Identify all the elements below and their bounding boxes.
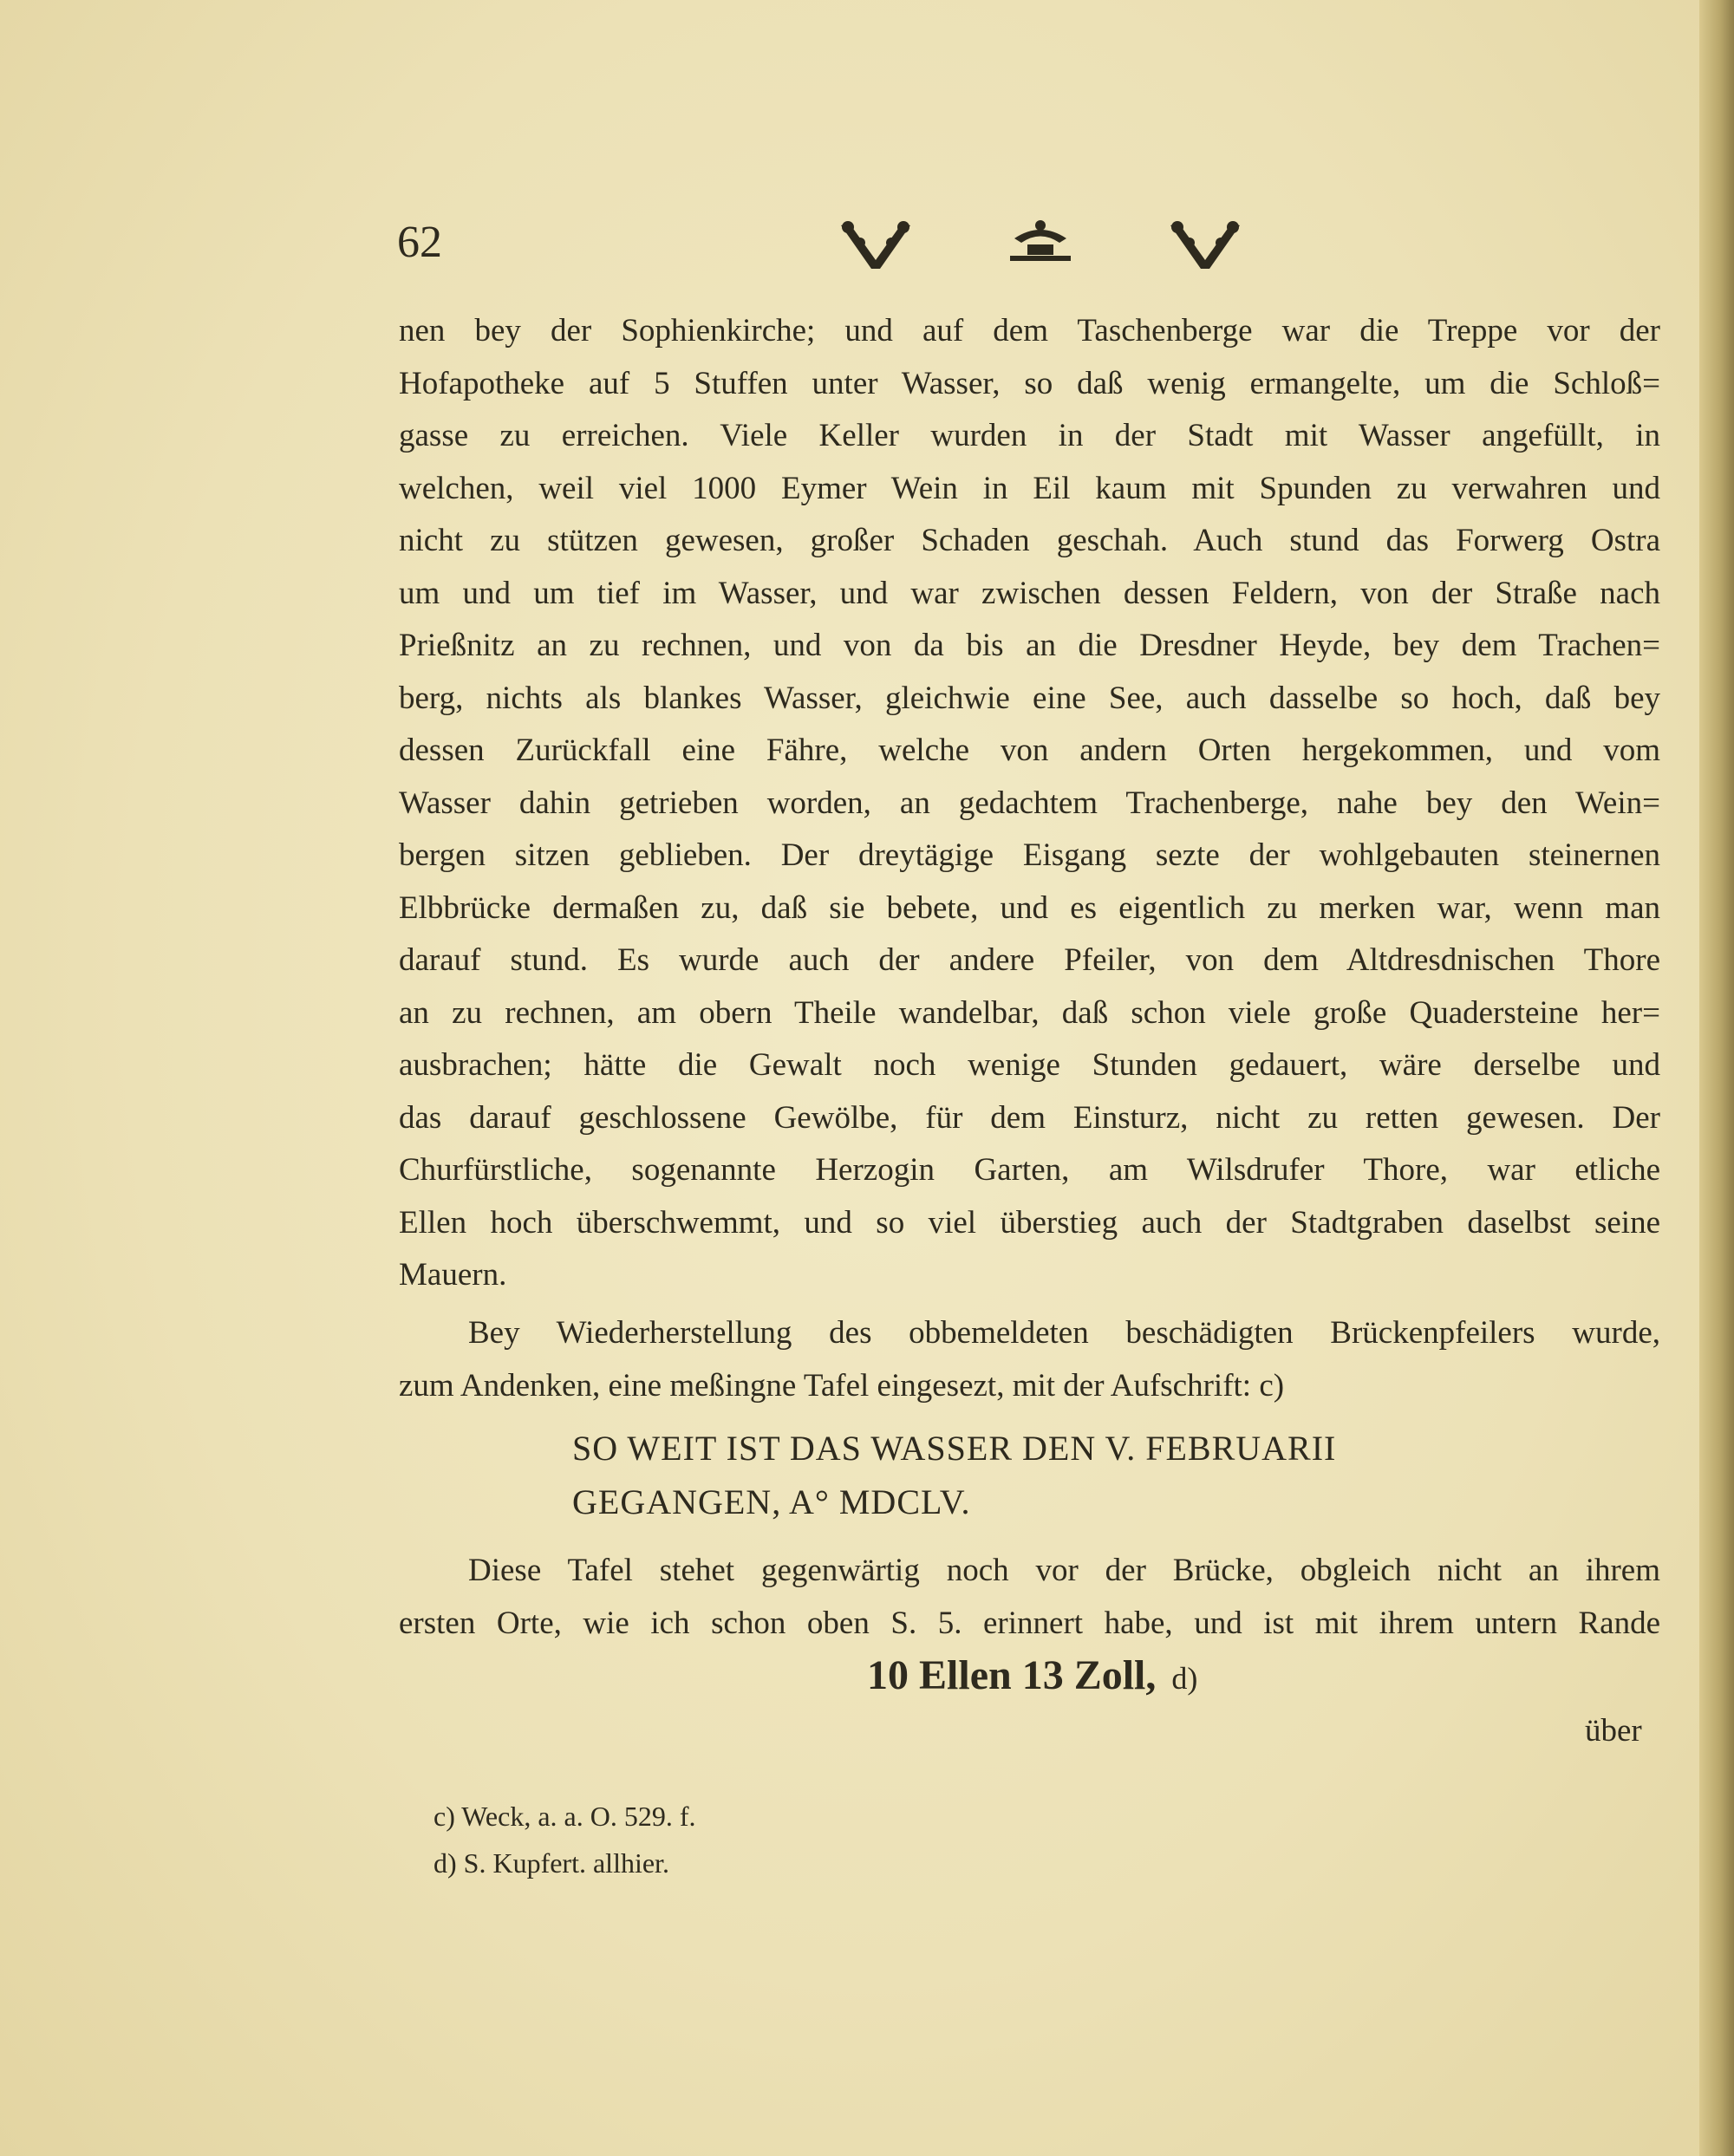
- measurement-text: 10 Ellen 13 Zoll,: [867, 1652, 1157, 1698]
- footnote-ref: d): [1171, 1661, 1198, 1696]
- text-line: Mauern.: [399, 1257, 507, 1293]
- text-line: nen bey der Sophienkirche; und auf dem Taschenberge war die Treppe vor der: [399, 313, 1660, 348]
- text-line: Prießnitz an zu rechnen, und von da bis an die Dresdner Heyde, bey dem Trachen=: [399, 628, 1660, 663]
- catchword: über: [1585, 1713, 1642, 1749]
- text-line: ausbrachen; hätte die Gewalt noch wenige Stunden gedauert, wäre derselbe und: [399, 1047, 1660, 1083]
- text-line: Wasser dahin getrieben worden, an gedachtem Trachenberge, nahe bey den Wein=: [399, 785, 1660, 821]
- page-edge: [1699, 0, 1734, 2156]
- text-line: gasse zu erreichen. Viele Keller wurden in der Stadt mit Wasser angefüllt, in: [399, 418, 1660, 453]
- inscription-line: GEGANGEN, A° MDCLV.: [572, 1482, 971, 1521]
- text-line: an zu rechnen, am obern Theile wandelbar, daß schon viele große Quadersteine her=: [399, 994, 1660, 1031]
- text-line: bergen sitzen geblieben. Der dreytägige Eisgang sezte der wohlgebauten steinernen: [399, 837, 1660, 873]
- inscription-line: SO WEIT IST DAS WASSER DEN V. FEBRUARII: [572, 1429, 1337, 1468]
- measurement: [867, 1651, 1197, 1699]
- text-line: Elbbrücke dermaßen zu, daß sie bebete, und es eigentlich zu merken war, wenn man: [399, 889, 1660, 926]
- inscription: [572, 1422, 1336, 1529]
- main-paragraph: [399, 305, 1660, 1302]
- page-number: 62: [397, 218, 442, 267]
- text-line: welchen, weil viel 1000 Eymer Wein in Eil kaum mit Spunden zu verwahren und: [399, 470, 1660, 506]
- text-line: Hofapotheke auf 5 Stuffen unter Wasser, so daß wenig ermangelte, um die Schloß=: [399, 365, 1660, 401]
- paragraph-tablet: [399, 1545, 1660, 1650]
- text-line: nicht zu stützen gewesen, großer Schaden geschah. Auch stund das Forwerg Ostra: [399, 523, 1660, 558]
- text-line: Diese Tafel stehet gegenwärtig noch vor der Brücke, obgleich nicht an ihrem: [468, 1553, 1660, 1588]
- text-line: dessen Zurückfall eine Fähre, welche von andern Orten hergekommen, und vom: [399, 733, 1660, 768]
- text-line: berg, nichts als blankes Wasser, gleichwie eine See, auch dasselbe so hoch, daß bey: [399, 680, 1660, 716]
- text-line: um und um tief im Wasser, und war zwischen dessen Feldern, von der Straße nach: [399, 575, 1660, 611]
- text-line: darauf stund. Es wurde auch der andere Pfeiler, von dem Altdresdnischen Thore: [399, 942, 1660, 978]
- text-line: Churfürstliche, sogenannte Herzogin Garten, am Wilsdrufer Thore, war etliche: [399, 1152, 1660, 1188]
- footnote: c) Weck, a. a. O. 529. f.: [434, 1801, 696, 1832]
- text-line: ersten Orte, wie ich schon oben S. 5. erinnert habe, und ist mit ihrem untern Rande: [399, 1605, 1660, 1641]
- text-line: Ellen hoch überschwemmt, und so viel überstieg auch der Stadtgraben daselbst seine: [399, 1204, 1660, 1241]
- footnotes: [434, 1793, 696, 1886]
- text-line: Bey Wiederherstellung des obbemeldeten beschädigten Brückenpfeilers wurde,: [468, 1315, 1660, 1351]
- floral-crown-ornament: [832, 217, 1248, 277]
- text-line: das darauf geschlossene Gewölbe, für dem Einsturz, nicht zu retten gewesen. Der: [399, 1099, 1660, 1136]
- footnote: d) S. Kupfert. allhier.: [434, 1847, 669, 1879]
- paragraph-inscription-intro: [399, 1307, 1660, 1412]
- text-line: zum Andenken, eine meßingne Tafel eingesezt, mit der Aufschrift: c): [399, 1367, 1285, 1404]
